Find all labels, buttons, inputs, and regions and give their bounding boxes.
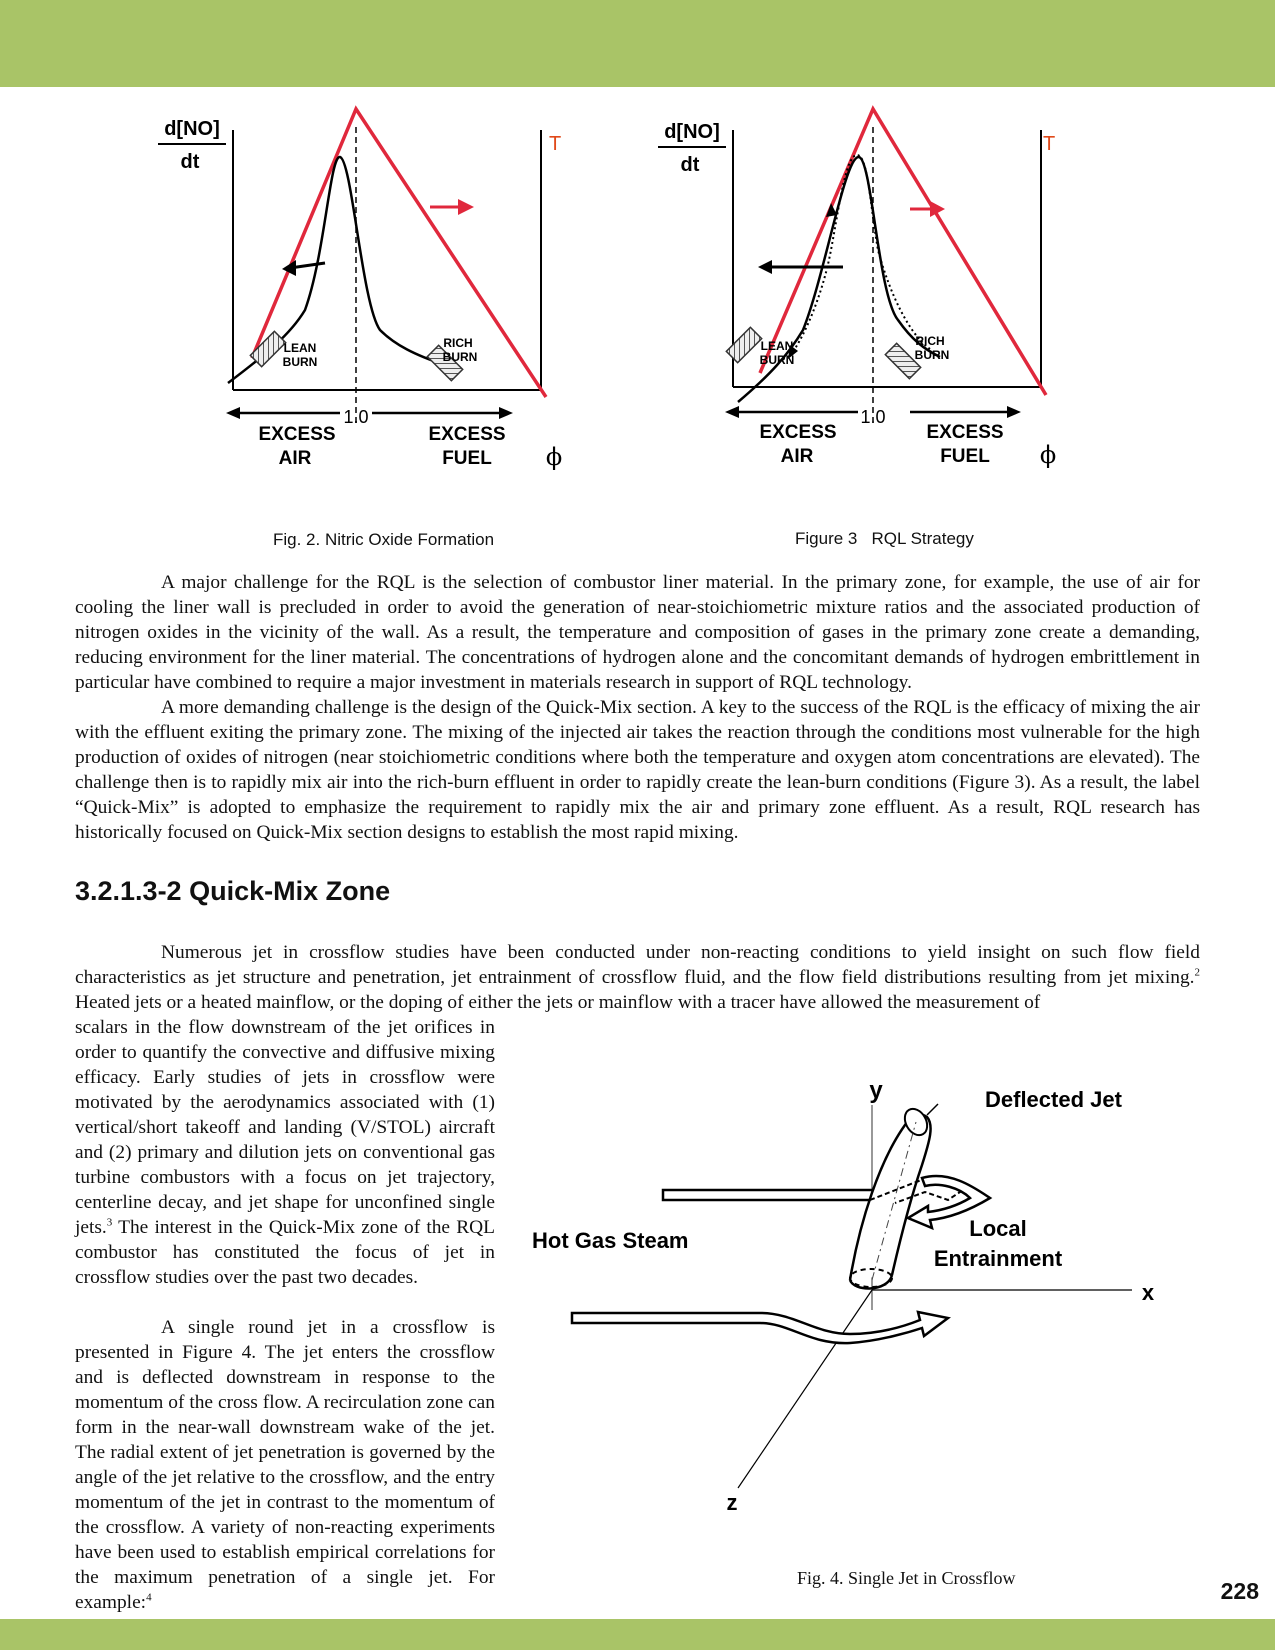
paragraph-jet-crossflow-continued (75, 1015, 495, 1290)
ylabel-top: d[NO] (664, 121, 720, 143)
paragraph-text: scalars in the flow downstream of the jet orifices in order to quantify the convective and diffusive mixing efficacy. Early studies of jets in crossflow were motivated by the aerodynamics associated with (1) vertical/short takeoff and landing (V/STOL) aircraft and (2) primary and dilution jets on conventional gas turbine combustors with a focus on jet trajectory, centerline decay, and jet shape for unconfined single jets. (75, 1017, 495, 1238)
figure-4-diagram (520, 1070, 1180, 1530)
figure-3-caption: Figure 3 RQL Strategy (795, 529, 974, 548)
paragraph-liner-material: A major challenge for the RQL is the selection of combustor liner material. In the primary zone, for example, the use of air for cooling the liner wall is precluded in order to avoid the generation of near-stoichiometric mixture ratios and the associated production of nitrogen oxides in the vicinity of the wall. As a result, the temperature and composition of gases in the primary zone create a demanding, reducing environment for the liner material. The concentrations of hydrogen alone and the concomitant demands of hydrogen embrittlement in particular have combined to require a major investment in materials research in support of RQL technology. (75, 572, 1200, 693)
figure-4-single-jet-crossflow (520, 1070, 1180, 1530)
excess-fuel-label: EXCESS (926, 422, 1004, 443)
burn-label: BURN (914, 348, 950, 362)
excess-air-label: EXCESS (759, 422, 837, 443)
footer-band (0, 1619, 1275, 1650)
stoich-label: 1.0 (343, 407, 369, 427)
figure-2-nitric-oxide-formation (140, 105, 580, 500)
burn-label: BURN (759, 353, 795, 367)
figure-3-rql-strategy (640, 105, 1080, 500)
paragraph-text: A single round jet in a crossflow is presented in Figure 4. The jet enters the crossflow and is deflected downstream in response to the momentum of the cross flow. A recirculation zone can form in the near-wall downstream wake of the jet. The radial extent of jet penetration is governed by the angle of the jet relative to the crossflow, and the entry momentum of the jet in contrast to the momentum of the crossflow. A variety of non-reacting experiments have been used to establish empirical correlations for the maximum penetration of a single jet. For example: (75, 1317, 495, 1613)
hot-gas-label: Hot Gas Steam (532, 1228, 689, 1253)
y-axis-label: y (869, 1077, 883, 1104)
excess-fuel-label: EXCESS (428, 424, 506, 445)
air-label: AIR (278, 448, 312, 469)
burn-label: BURN (282, 355, 318, 369)
burn-label: BURN (442, 350, 478, 364)
paragraph-text: Numerous jet in crossflow studies have been conducted under non-reacting conditions to yield insight on such flow field characteristics as jet structure and penetration, jet entrainment of crossflow fluid, and the flow field distributions resulting from jet mixing. (75, 942, 1200, 988)
footnote-ref: 3 (106, 1216, 113, 1229)
page-number: 228 (1220, 1578, 1259, 1604)
excess-air-label: EXCESS (258, 424, 336, 445)
rich-label: RICH (915, 334, 945, 348)
paragraph-single-round-jet (75, 1315, 495, 1615)
paragraph-text: The interest in the Quick-Mix zone of the RQL combustor has constituted the focus of jet in crossflow studies over the past two decades. (75, 1217, 495, 1288)
phi-symbol: ϕ (545, 443, 563, 471)
x-axis-label: x (1141, 1280, 1155, 1305)
header-band (0, 0, 1275, 87)
ylabel-top: d[NO] (164, 118, 220, 140)
lean-label: LEAN (760, 339, 794, 353)
section-heading: 3.2.1.3-2 Quick-Mix Zone (75, 876, 391, 906)
phi-symbol: ϕ (1039, 441, 1057, 469)
air-label: AIR (780, 446, 814, 467)
footnote-ref: 2 (1194, 966, 1200, 979)
figure-3-diagram (640, 105, 1080, 500)
lean-burn-injector (726, 327, 761, 362)
crossflow-arrow-bottom (572, 1312, 948, 1343)
paragraph-jet-crossflow-intro (75, 940, 1200, 1015)
rich-label: RICH (443, 336, 473, 350)
ylabel-bottom: dt (680, 154, 700, 176)
paragraph-text: Heated jets or a heated mainflow, or the doping of either the jets or mainflow with a tracer have allowed the measurement of (75, 992, 1041, 1013)
local-label: Local (969, 1216, 1027, 1241)
footnote-ref: 4 (146, 1591, 152, 1604)
paragraph-quick-mix-challenge: A more demanding challenge is the design of the Quick-Mix section. A key to the success of the RQL is the efficacy of mixing the air with the effluent exiting the primary zone. The mixing of the injected air takes the reaction through the conditions most vulnerable for the high production of oxides of nitrogen (near stoichiometric conditions where both the temperature and oxygen atom concentrations are elevated). The challenge then is to rapidly mix air into the rich-burn effluent in order to rapidly create the lean-burn conditions (Figure 3). As a result, the label “Quick-Mix” is adopted to emphasize the requirement to rapidly mix the air and primary zone effluent. As a result, RQL research has historically focused on Quick-Mix section designs to establish the most rapid mixing. (75, 697, 1200, 843)
entrainment-label: Entrainment (933, 1246, 1063, 1271)
fuel-label: FUEL (940, 446, 990, 467)
fuel-label: FUEL (442, 448, 492, 469)
temperature-label: T (1043, 133, 1056, 155)
ylabel-bottom: dt (180, 151, 200, 173)
stoich-label: 1.0 (860, 407, 886, 427)
deflected-jet-label: Deflected Jet (985, 1087, 1122, 1112)
lean-label: LEAN (283, 341, 317, 355)
figure-2-caption: Fig. 2. Nitric Oxide Formation (273, 530, 495, 549)
figure-4-caption: Fig. 4. Single Jet in Crossflow (797, 1568, 1016, 1588)
figure-2-diagram (140, 105, 580, 500)
crossflow-arrow-top (663, 1190, 888, 1200)
temperature-label: T (549, 133, 562, 155)
z-axis-label: z (726, 1490, 738, 1515)
